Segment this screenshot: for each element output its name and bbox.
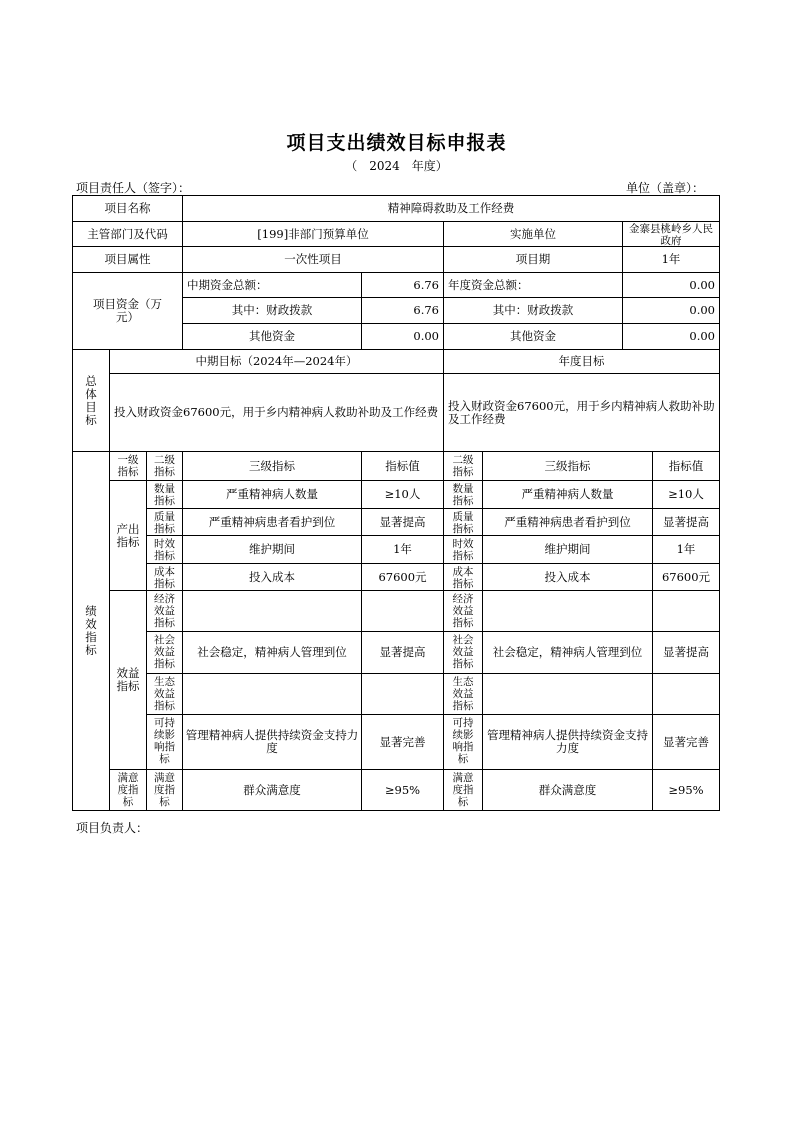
yr-value-quality: 显著提高 [652, 508, 720, 536]
yr-value-ecological [652, 673, 720, 715]
overall-goal-label: 总体目标 [72, 349, 110, 452]
yr-value-social: 显著提高 [652, 631, 720, 674]
yr-l2-economic: 经济效益指标 [443, 590, 483, 632]
mid-goal-text: 投入财政资金67600元，用于乡内精神病人救助补助及工作经费 [109, 373, 444, 452]
form-title: 项目支出绩效目标申报表 [286, 132, 507, 154]
mid-l3-economic [182, 590, 362, 632]
mid-value-timeliness: 1年 [361, 535, 444, 564]
satisfaction-indicator-label: 满意度指标 [109, 769, 147, 811]
yr-l2-timeliness: 时效指标 [443, 535, 483, 564]
benefit-indicator-label: 效益指标 [109, 590, 147, 770]
year-other-value: 0.00 [622, 323, 720, 350]
mid-total-label: 中期资金总额： [182, 272, 362, 298]
year-total-value: 0.00 [622, 272, 720, 298]
yr-l3-cost: 投入成本 [482, 563, 653, 591]
mid-l3-social: 社会稳定，精神病人管理到位 [182, 631, 362, 674]
mid-l3-sustainability: 管理精神病人提供持续资金支持力度 [182, 714, 362, 770]
signer-label: 项目责任人（签字）： [76, 181, 191, 195]
l2-cost: 成本指标 [146, 563, 183, 591]
mid-value-cost: 67600元 [361, 563, 444, 591]
header-level2-year: 二级指标 [443, 451, 483, 481]
project-name-value: 精神障碍救助及工作经费 [182, 195, 720, 222]
mid-other-label: 其他资金 [182, 323, 362, 350]
yr-value-timeliness: 1年 [652, 535, 720, 564]
impl-unit-value: 金寨县桃岭乡人民政府 [622, 221, 720, 247]
impl-unit-label: 实施单位 [443, 221, 623, 247]
header-level3-year: 三级指标 [482, 451, 653, 481]
mid-total-value: 6.76 [361, 272, 444, 298]
yr-l3-social: 社会稳定，精神病人管理到位 [482, 631, 653, 674]
header-level3: 三级指标 [182, 451, 362, 481]
l2-timeliness: 时效指标 [146, 535, 183, 564]
year-fiscal-value: 0.00 [622, 297, 720, 324]
yr-l3-quantity: 严重精神病人数量 [482, 480, 653, 509]
dept-label: 主管部门及代码 [72, 221, 183, 247]
yr-l3-quality: 严重精神病患者看护到位 [482, 508, 653, 536]
yr-l3-ecological [482, 673, 653, 715]
mid-fiscal-value: 6.76 [361, 297, 444, 324]
performance-indicators-label: 绩效指标 [72, 451, 110, 811]
year-fiscal-label: 其中：财政拨款 [443, 297, 623, 324]
project-name-label: 项目名称 [72, 195, 183, 222]
yr-l3-timeliness: 维护期间 [482, 535, 653, 564]
mid-l3-quality: 严重精神病患者看护到位 [182, 508, 362, 536]
mid-value-quality: 显著提高 [361, 508, 444, 536]
period-label: 项目期 [443, 246, 623, 273]
yr-l2-ecological: 生态效益指标 [443, 673, 483, 715]
mid-value-quantity: ≥10人 [361, 480, 444, 509]
mid-l3-quantity: 严重精神病人数量 [182, 480, 362, 509]
mid-value-social: 显著提高 [361, 631, 444, 674]
year-other-label: 其他资金 [443, 323, 623, 350]
period-value: 1年 [622, 246, 720, 273]
output-indicator-label: 产出指标 [109, 480, 147, 591]
yr-l2-satisfaction: 满意度指标 [443, 769, 483, 811]
year-goal-text: 投入财政资金67600元，用于乡内精神病人救助补助及工作经费 [443, 373, 720, 452]
yr-l3-economic [482, 590, 653, 632]
yr-value-satisfaction: ≥95% [652, 769, 720, 811]
header-value: 指标值 [361, 451, 444, 481]
yr-l2-quality: 质量指标 [443, 508, 483, 536]
yr-l3-satisfaction: 群众满意度 [482, 769, 653, 811]
mid-fiscal-label: 其中：财政拨款 [182, 297, 362, 324]
header-value-year: 指标值 [652, 451, 720, 481]
header-level2: 二级指标 [146, 451, 183, 481]
mid-l3-ecological [182, 673, 362, 715]
dept-value: [199]非部门预算单位 [182, 221, 444, 247]
yr-l3-sustainability: 管理精神病人提供持续资金支持力度 [482, 714, 653, 770]
l2-economic: 经济效益指标 [146, 590, 183, 632]
l2-quality: 质量指标 [146, 508, 183, 536]
mid-other-value: 0.00 [361, 323, 444, 350]
footer-label: 项目负责人： [76, 821, 149, 835]
year-goal-header: 年度目标 [443, 349, 720, 374]
mid-l3-timeliness: 维护期间 [182, 535, 362, 564]
mid-value-ecological [361, 673, 444, 715]
year-line: （ 2024 年度） [345, 159, 448, 173]
funds-label: 项目资金（万元） [72, 272, 183, 350]
l2-social: 社会效益指标 [146, 631, 183, 674]
l2-sustainability: 可持续影响指标 [146, 714, 183, 770]
yr-l2-social: 社会效益指标 [443, 631, 483, 674]
l2-satisfaction: 满意度指标 [146, 769, 183, 811]
l2-ecological: 生态效益指标 [146, 673, 183, 715]
mid-l3-satisfaction: 群众满意度 [182, 769, 362, 811]
l2-quantity: 数量指标 [146, 480, 183, 509]
attr-value: 一次性项目 [182, 246, 444, 273]
mid-value-economic [361, 590, 444, 632]
year-total-label: 年度资金总额： [443, 272, 623, 298]
unit-seal-label: 单位（盖章）： [626, 181, 705, 195]
yr-l2-sustainability: 可持续影响指标 [443, 714, 483, 770]
header-level1: 一级指标 [109, 451, 147, 481]
mid-l3-cost: 投入成本 [182, 563, 362, 591]
mid-value-sustainability: 显著完善 [361, 714, 444, 770]
attr-label: 项目属性 [72, 246, 183, 273]
mid-value-satisfaction: ≥95% [361, 769, 444, 811]
yr-l2-quantity: 数量指标 [443, 480, 483, 509]
yr-value-economic [652, 590, 720, 632]
mid-goal-header: 中期目标（2024年—2024年） [109, 349, 444, 374]
yr-value-cost: 67600元 [652, 563, 720, 591]
yr-l2-cost: 成本指标 [443, 563, 483, 591]
yr-value-quantity: ≥10人 [652, 480, 720, 509]
yr-value-sustainability: 显著完善 [652, 714, 720, 770]
